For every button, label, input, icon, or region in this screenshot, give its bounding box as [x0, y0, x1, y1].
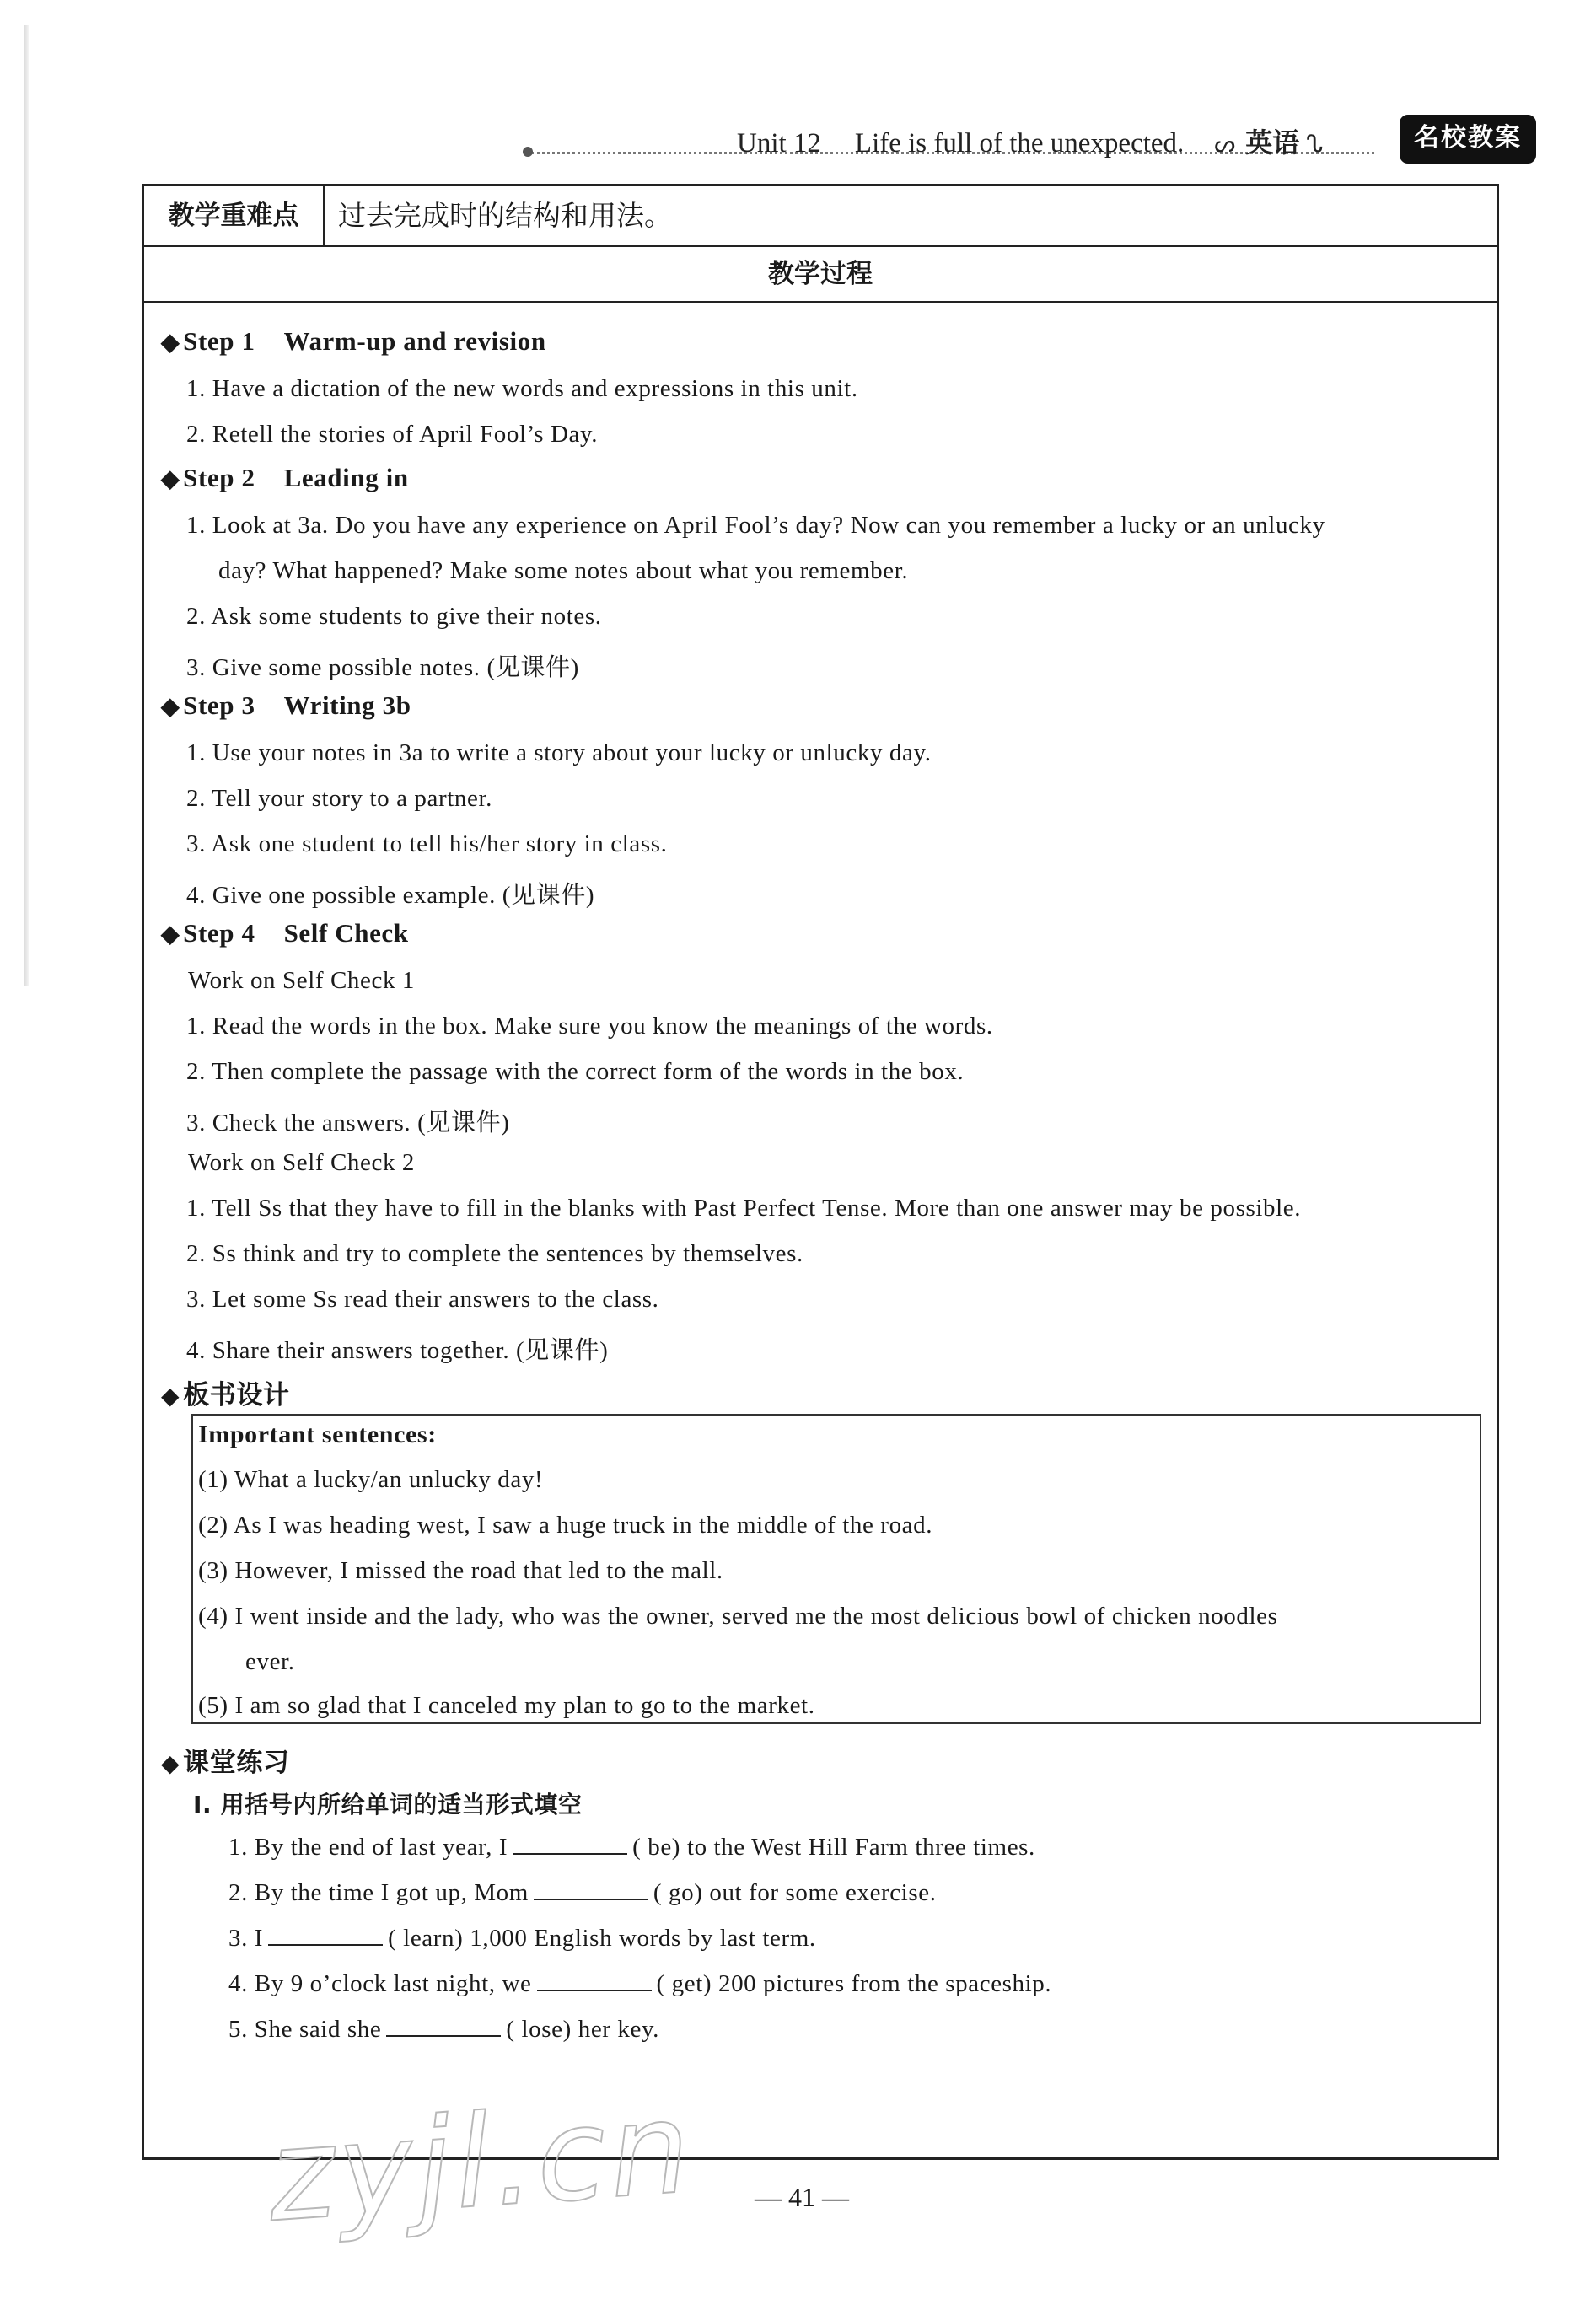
- ornament-left-icon: ᔕ: [1214, 132, 1236, 158]
- step-item: 2. Tell your story to a partner.: [186, 785, 492, 812]
- practice-section-title: Ⅰ. 用括号内所给单词的适当形式填空: [193, 1791, 583, 1818]
- exercise-text: to the West Hill Farm three times.: [686, 1834, 1035, 1861]
- header-dot: [523, 147, 533, 157]
- answer-blank[interactable]: [534, 1882, 648, 1900]
- page-number: — 41 —: [755, 2182, 849, 2212]
- step-item: 2. Retell the stories of April Fool’s Day.: [186, 421, 599, 448]
- board-line: (5) I am so glad that I canceled my plan to go to the market.: [198, 1692, 815, 1719]
- brand-logo: 名校教案: [1400, 115, 1536, 164]
- step-number: Step 2: [183, 463, 255, 492]
- exercise-text: 4. By 9 o’clock last night, we: [228, 1970, 532, 1997]
- step-item: 2. Then complete the passage with the correct form of the words in the box.: [186, 1058, 965, 1085]
- step-heading: [161, 326, 546, 357]
- step-item: 3. Let some Ss read their answers to the class.: [186, 1286, 659, 1313]
- process-title: 教学过程: [144, 247, 1497, 303]
- difficulty-row: [144, 186, 1497, 247]
- step-item: 3. Check the answers. (见课件): [186, 1109, 510, 1136]
- board-heading: [161, 1373, 290, 1411]
- exercise-text: 5. She said she: [228, 2016, 382, 2043]
- exercise-hint: ( lose): [506, 2016, 572, 2043]
- board-box: [191, 1414, 1481, 1724]
- step-item: 1. Have a dictation of the new words and expressions in this unit.: [186, 375, 858, 402]
- answer-blank[interactable]: [537, 1973, 652, 1991]
- difficulty-label: 教学重难点: [144, 186, 325, 245]
- step-item: 3. Give some possible notes. (见课件): [186, 654, 579, 681]
- exercise-hint: ( be): [632, 1834, 681, 1861]
- step-item: 1. Read the words in the box. Make sure you know the meanings of the words.: [186, 1013, 993, 1040]
- diamond-icon: ◆: [161, 330, 180, 356]
- step-number: Step 3: [183, 690, 255, 720]
- step-item: day? What happened? Make some notes about what you remember.: [218, 557, 909, 584]
- step-item: 1. Look at 3a. Do you have any experience on April Fool’s day? Now can you remember a lucky or an unlucky: [186, 512, 1325, 539]
- answer-blank[interactable]: [513, 1836, 627, 1855]
- step-item: 4. Share their answers together. (见课件): [186, 1337, 609, 1364]
- step-number: Step 1: [183, 326, 255, 356]
- board-line: (2) As I was heading west, I saw a huge truck in the middle of the road.: [198, 1512, 933, 1539]
- diamond-icon: ◆: [161, 921, 180, 948]
- step-item: Work on Self Check 1: [188, 967, 416, 994]
- exercise-item: [228, 2016, 659, 2044]
- exercise-hint: ( go): [653, 1879, 703, 1906]
- step-item: 4. Give one possible example. (见课件): [186, 882, 595, 909]
- step-title: Self Check: [283, 918, 409, 948]
- exercise-item: [228, 1834, 1035, 1861]
- diamond-icon: ◆: [161, 1749, 180, 1777]
- step-item: 3. Ask one student to tell his/her story in class.: [186, 830, 668, 857]
- exercise-text: her key.: [578, 2016, 660, 2043]
- board-title: Important sentences:: [198, 1421, 437, 1448]
- board-line: (3) However, I missed the road that led to the mall.: [198, 1557, 723, 1584]
- step-heading: [161, 463, 409, 493]
- step-item: 1. Use your notes in 3a to write a story about your lucky or unlucky day.: [186, 739, 932, 766]
- exercise-hint: ( learn): [388, 1925, 464, 1952]
- page-edge-shadow: [24, 25, 29, 986]
- exercise-hint: ( get): [656, 1970, 712, 1997]
- exercise-text: 200 pictures from the spaceship.: [717, 1970, 1052, 1997]
- exercise-item: [228, 1879, 937, 1907]
- header-unit: Unit 12: [737, 128, 821, 158]
- header-text: [737, 121, 1323, 160]
- practice-heading-text: 课堂练习: [183, 1748, 290, 1778]
- exercise-text: 2. By the time I got up, Mom: [228, 1879, 529, 1906]
- exercise-text: 1,000 English words by last term.: [470, 1925, 816, 1952]
- practice-heading: [161, 1741, 290, 1779]
- step-title: Leading in: [283, 463, 409, 492]
- answer-blank[interactable]: [386, 2018, 501, 2037]
- answer-blank[interactable]: [268, 1927, 383, 1946]
- exercise-text: 3. I: [228, 1925, 264, 1952]
- step-number: Step 4: [183, 918, 255, 948]
- board-line: ever.: [245, 1648, 295, 1675]
- ornament-right-icon: ᔐ: [1306, 132, 1324, 158]
- board-line: (1) What a lucky/an unlucky day!: [198, 1466, 544, 1493]
- header-title: Life is full of the unexpected.: [854, 128, 1185, 158]
- step-item: 1. Tell Ss that they have to fill in the blanks with Past Perfect Tense. More than one answer may be possible.: [186, 1195, 1302, 1222]
- step-heading: [161, 918, 409, 948]
- lesson-plan-table: [142, 184, 1499, 2160]
- step-item: 2. Ask some students to give their notes.: [186, 603, 602, 630]
- diamond-icon: ◆: [161, 694, 180, 720]
- step-heading: [161, 690, 411, 721]
- diamond-icon: ◆: [161, 1382, 180, 1410]
- watermark: zyjl.cn: [263, 2074, 698, 2251]
- exercise-text: out for some exercise.: [709, 1879, 937, 1906]
- exercise-item: [228, 1970, 1051, 1998]
- board-heading-text: 板书设计: [183, 1380, 290, 1410]
- board-line: (4) I went inside and the lady, who was the owner, served me the most delicious bowl of chicken noodles: [198, 1603, 1278, 1630]
- step-item: 2. Ss think and try to complete the sentences by themselves.: [186, 1240, 803, 1267]
- exercise-item: [228, 1925, 816, 1953]
- exercise-text: 1. By the end of last year, I: [228, 1834, 508, 1861]
- difficulty-value: 过去完成时的结构和用法。: [338, 199, 672, 232]
- step-title: Writing 3b: [283, 690, 411, 720]
- step-title: Warm-up and revision: [283, 326, 546, 356]
- diamond-icon: ◆: [161, 466, 180, 492]
- step-item: Work on Self Check 2: [188, 1149, 416, 1176]
- running-header: [523, 116, 1534, 167]
- header-subject: 英语: [1245, 126, 1300, 158]
